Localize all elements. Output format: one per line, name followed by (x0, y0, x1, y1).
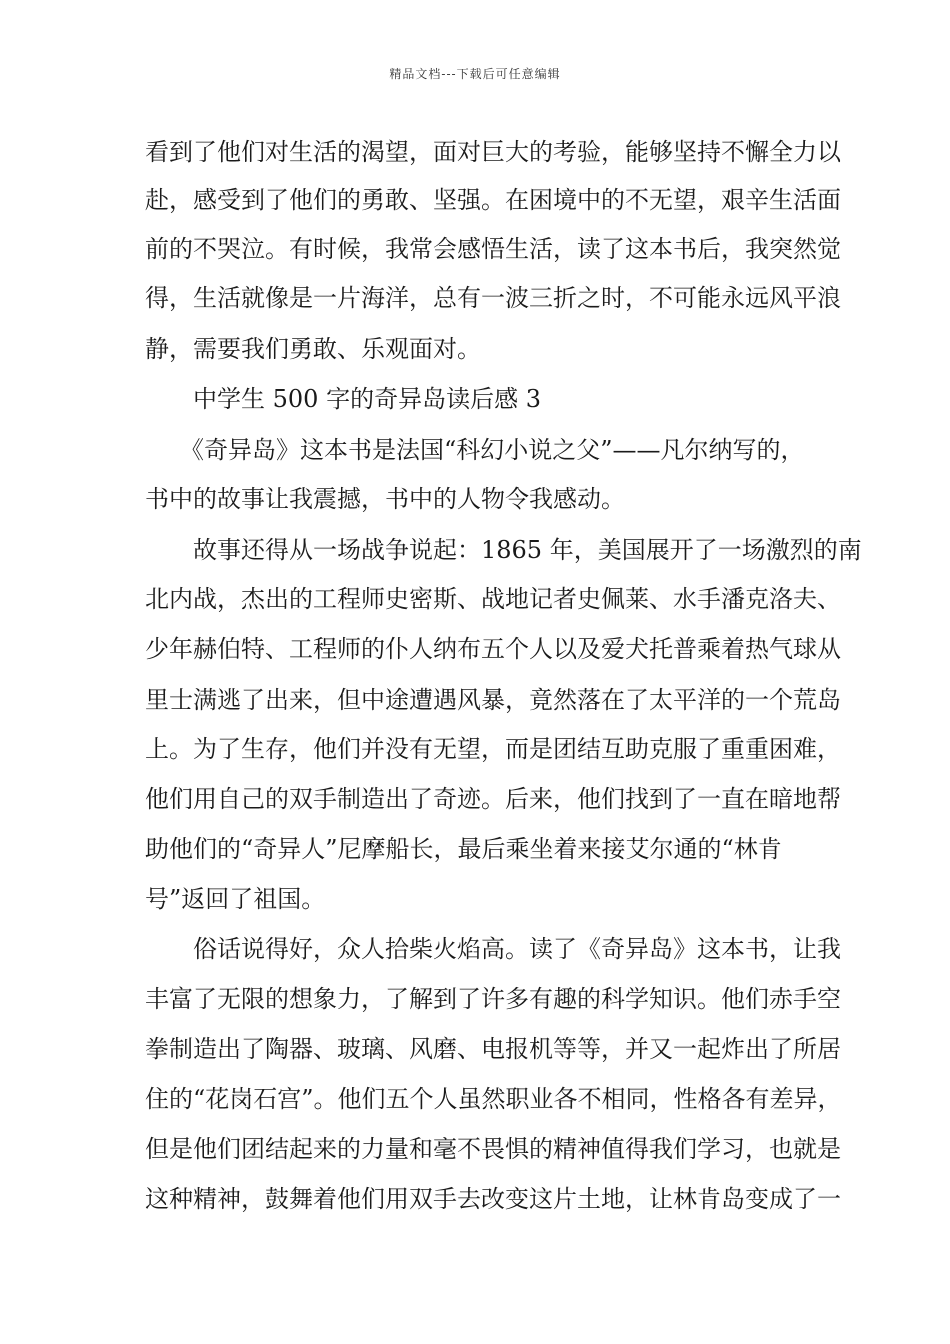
body-line: 赴，感受到了他们的勇敢、坚强。在困境中的不无望，艰辛生活面 (145, 186, 841, 214)
body-line: 但是他们团结起来的力量和毫不畏惧的精神值得我们学习，也就是 (145, 1135, 841, 1163)
page-header: 精品文档---下载后可任意编辑 (389, 67, 561, 81)
body-line: 丰富了无限的想象力，了解到了许多有趣的科学知识。他们赤手空 (145, 985, 841, 1013)
body-line: 助他们的“奇异人”尼摩船长，最后乘坐着来接艾尔通的“林肯 (145, 835, 782, 863)
body-line: 拳制造出了陶器、玻璃、风磨、电报机等等，并又一起炸出了所居 (145, 1035, 841, 1063)
body-line: 俗话说得好，众人拾柴火焰高。读了《奇异岛》这本书，让我 (193, 935, 841, 963)
body-line: 北内战，杰出的工程师史密斯、战地记者史佩莱、水手潘克洛夫、 (145, 585, 841, 613)
body-line: 静，需要我们勇敢、乐观面对。 (145, 335, 481, 363)
body-line: 号”返回了祖国。 (145, 885, 326, 913)
body-line: 书中的故事让我震撼，书中的人物令我感动。 (145, 485, 625, 513)
body-line: 看到了他们对生活的渴望，面对巨大的考验，能够坚持不懈全力以 (145, 138, 841, 166)
body-line: 少年赫伯特、工程师的仆人纳布五个人以及爱犬托普乘着热气球从 (145, 635, 841, 663)
body-line: 得，生活就像是一片海洋，总有一波三折之时，不可能永远风平浪 (145, 284, 841, 312)
body-line: 《奇异岛》这本书是法国“科幻小说之父”——凡尔纳写的， (180, 436, 805, 464)
body-line: 里士满逃了出来，但中途遭遇风暴，竟然落在了太平洋的一个荒岛 (145, 686, 841, 714)
body-line: 前的不哭泣。有时候，我常会感悟生活，读了这本书后，我突然觉 (145, 235, 841, 263)
body-line: 上。为了生存，他们并没有无望，而是团结互助克服了重重困难， (145, 735, 841, 763)
body-line: 故事还得从一场战争说起：1865 年，美国展开了一场激烈的南 (193, 536, 862, 564)
section-heading: 中学生 500 字的奇异岛读后感 3 (193, 385, 541, 413)
body-line: 这种精神，鼓舞着他们用双手去改变这片土地，让林肯岛变成了一 (145, 1185, 841, 1213)
body-line: 住的“花岗石宫”。他们五个人虽然职业各不相同，性格各有差异， (145, 1085, 842, 1113)
body-line: 他们用自己的双手制造出了奇迹。后来，他们找到了一直在暗地帮 (145, 785, 841, 813)
